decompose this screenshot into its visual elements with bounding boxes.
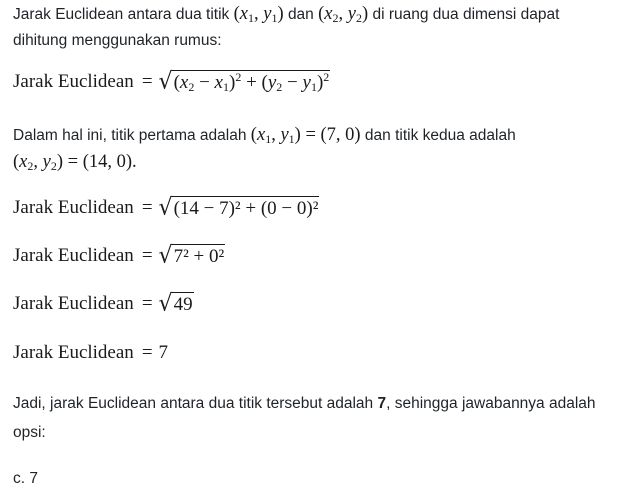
step-sqrt [159, 292, 194, 315]
statement-point-one: ($x_1$, $y_1) = (7$, 0) [250, 125, 361, 146]
sqrt-symbol-icon: √ [158, 194, 173, 221]
intro-paragraph-line2 [13, 26, 222, 55]
intro-text-c: di ruang dua dimensi dapat [372, 6, 560, 23]
conclusion-paragraph [13, 389, 596, 418]
intro-text-line2: dihitung menggunakan rumus: [13, 32, 222, 49]
statement-point-two: ($x_2$, $y_2) = (14$, 0). [13, 152, 137, 173]
statement-paragraph-line2 [13, 148, 137, 177]
step-equation-1 [13, 196, 319, 219]
statement-text-c: dan titik kedua adalah [364, 127, 516, 144]
step-equation-4 [13, 342, 168, 364]
statement-paragraph [13, 121, 516, 150]
step-equals: = [141, 245, 153, 266]
statement-point-one-value: (7, 0) [320, 125, 361, 145]
step-equals: = [141, 197, 153, 218]
intro-paragraph [13, 0, 559, 29]
step-sqrt [159, 196, 320, 219]
formula-equation [13, 70, 330, 93]
step-equals: = [141, 293, 153, 314]
conclusion-text-line2: opsi: [13, 424, 46, 441]
answer-label: c. 7 [13, 470, 38, 487]
step-lhs: Jarak Euclidean [13, 197, 134, 218]
step-equation-2 [13, 244, 225, 267]
step-radicand: 7² + 0² [173, 246, 225, 267]
step-equation-3 [13, 292, 194, 315]
formula-lhs: Jarak Euclidean [13, 71, 134, 92]
formula-equals: = [141, 71, 153, 92]
statement-point-two-value: (14, 0). [82, 152, 137, 172]
step-radicand: (14 − 7)² + (0 − 0)² [173, 198, 319, 219]
step-radicand: 49 [173, 294, 193, 315]
conclusion-paragraph-line2 [13, 418, 46, 447]
step-lhs: Jarak Euclidean [13, 245, 134, 266]
point-two-symbol: ($x_2$, $y_2$) [318, 4, 369, 25]
step-lhs: Jarak Euclidean [13, 293, 134, 314]
conclusion-text-b: , sehingga jawabannya adalah [386, 395, 596, 412]
intro-text-a: Jarak Euclidean antara dua titik [13, 6, 230, 23]
answer-option [13, 464, 38, 493]
step-sqrt [159, 244, 226, 267]
point-one-symbol: ($x_1$, $y_1$) [233, 4, 284, 25]
intro-text-b: dan [287, 6, 314, 23]
formula-radicand: $(x_2 - x_1)^2 + (y_2 - y_1)^2$ [173, 70, 330, 94]
step-equals: = [141, 342, 153, 363]
conclusion-text-a: Jadi, jarak Euclidean antara dua titik tersebut adalah [13, 395, 374, 412]
conclusion-bold-value: 7 [377, 395, 387, 412]
sqrt-symbol-icon: √ [158, 290, 173, 317]
formula-sqrt [159, 70, 331, 93]
sqrt-symbol-icon: √ [158, 242, 173, 269]
step-lhs: Jarak Euclidean [13, 342, 134, 363]
step-result: 7 [158, 342, 169, 363]
sqrt-symbol-icon: √ [158, 68, 173, 95]
statement-text-a: Dalam hal ini, titik pertama adalah [13, 127, 247, 144]
